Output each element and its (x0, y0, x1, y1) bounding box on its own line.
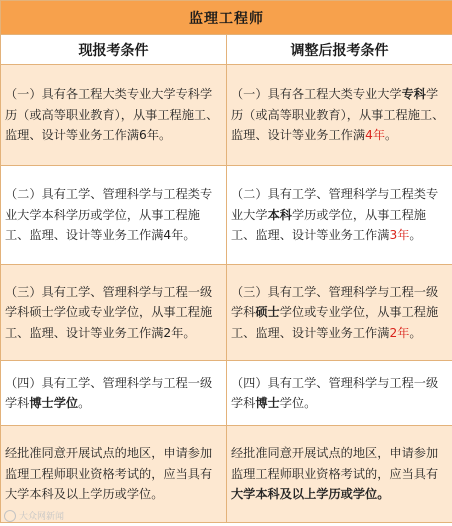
table-row (1, 65, 452, 166)
header-row (1, 35, 452, 65)
text: 经批准同意开展试点的地区，申请参加监理工程师职业资格考试的，应当具有 (231, 446, 439, 481)
title-row (1, 1, 452, 35)
watermark-logo-icon (4, 510, 16, 522)
table-row (1, 361, 452, 426)
text: 。 (385, 128, 398, 143)
current-condition-5: 经批准同意开展试点的地区，申请参加监理工程师职业资格考试的，应当具有大学本科及以上学历或学位。 (1, 426, 227, 523)
current-condition-3: （三）具有工学、管理科学与工程一级学科硕士学位或专业学位，从事工程施工、监理、设计等业务工作满2年。 (1, 265, 227, 361)
watermark (4, 509, 64, 522)
watermark-text: 大众网新闻 (19, 512, 65, 522)
text: （四）具有工学、管理科学与工程一级学科 (231, 375, 439, 410)
text: 学位。 (279, 396, 317, 410)
header-current: 现报考条件 (1, 35, 227, 65)
adjusted-condition-3 (227, 265, 452, 361)
text: （四）具有工学、管理科学与工程一级学科 (5, 375, 213, 410)
text: （二）具有工学、管理科学与工程类专业大学 (231, 187, 439, 222)
text: 学历（或高等职业教育），从事工程施工、监理、设计等业务工作满 (231, 87, 445, 143)
highlight-bold: 博士 (255, 396, 280, 410)
text: 学历或学位，从事工程施工、监理、设计等业务工作满 (231, 207, 426, 243)
current-condition-1: （一）具有各工程大类专业大学专科学历（或高等职业教育），从事工程施工、监理、设计等业务工作满6年。 (1, 65, 227, 166)
text: （一）具有各工程大类专业大学 (231, 87, 402, 102)
table-row (1, 426, 452, 523)
table-row (1, 166, 452, 265)
header-adjusted: 调整后报考条件 (227, 35, 452, 65)
text: （三）具有工学、管理科学与工程一级学科 (231, 284, 439, 320)
adjusted-condition-4 (227, 361, 452, 426)
adjusted-condition-2 (227, 166, 452, 265)
text: 。 (409, 228, 422, 243)
highlight-bold: 博士学位 (29, 396, 79, 410)
text: 。 (409, 325, 422, 340)
highlight-bold: 大学本科及以上学历或学位。 (231, 487, 390, 502)
highlight-bold: 专科 (401, 87, 426, 102)
adjusted-condition-5 (227, 426, 452, 523)
table-row (1, 265, 452, 361)
current-condition-2: （二）具有工学、管理科学与工程类专业大学本科学历或学位，从事工程施工、监理、设计等业务工作满4年。 (1, 166, 227, 265)
highlight-years: 3年 (389, 228, 410, 243)
text: 。 (78, 396, 91, 410)
text: 学位或专业学位，从事工程施工、监理、设计等业务工作满 (231, 305, 439, 340)
highlight-bold: 本科 (267, 207, 292, 222)
highlight-bold: 硕士 (255, 305, 280, 320)
highlight-years: 4年 (365, 128, 386, 143)
table-title: 监理工程师 (1, 1, 452, 35)
adjusted-condition-1 (227, 65, 452, 166)
current-condition-4 (1, 361, 227, 426)
highlight-years: 2年 (389, 325, 410, 340)
